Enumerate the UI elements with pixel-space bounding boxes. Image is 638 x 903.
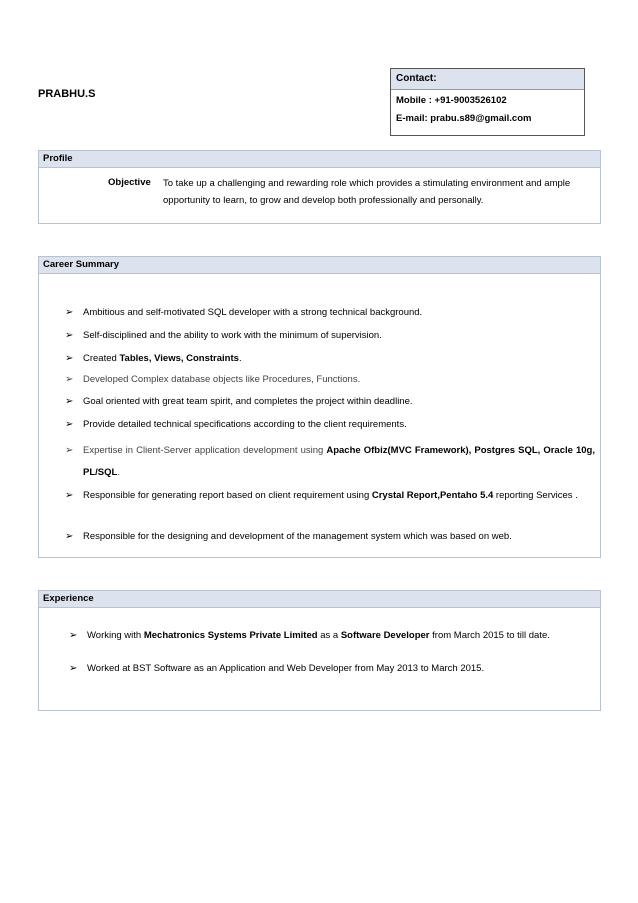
mobile-number: Mobile : +91-9003526102 — [396, 95, 507, 106]
career-item-text: Responsible for the designing and development of the management system which was based on web. — [83, 531, 512, 542]
career-summary-section — [38, 256, 601, 558]
arrow-bullet-icon: ➢ — [65, 353, 74, 364]
career-item-text: Provide detailed technical specifications according to the client requirements. — [83, 419, 407, 430]
career-item-bold-text: Tables, Views, Constraints — [119, 353, 239, 364]
arrow-bullet-icon: ➢ — [65, 374, 74, 385]
arrow-bullet-icon: ➢ — [65, 490, 74, 501]
experience-section — [38, 590, 601, 711]
contact-title: Contact: — [391, 69, 584, 90]
profile-section — [38, 150, 601, 224]
career-item — [65, 307, 595, 318]
career-item — [65, 374, 595, 385]
arrow-bullet-icon: ➢ — [65, 531, 74, 542]
arrow-bullet-icon: ➢ — [65, 396, 74, 407]
experience-heading: Experience — [39, 591, 600, 608]
objective-label: Objective — [108, 177, 151, 188]
career-item-bold-text: Apache Ofbiz(MVC Framework), Postgres SQL, Oracle 10g, PL/SQL — [83, 445, 595, 478]
career-item — [65, 330, 595, 341]
career-item — [65, 353, 595, 364]
career-item-text: Goal oriented with great team spirit, and completes the project within deadline. — [83, 396, 413, 407]
career-item — [65, 419, 595, 430]
arrow-bullet-icon: ➢ — [65, 419, 74, 430]
experience-item — [69, 663, 589, 674]
experience-item-text: Worked at BST Software as an Application and Web Developer from May 2013 to March 2015. — [87, 663, 485, 674]
career-item-text: . — [238, 353, 242, 364]
company-name: Mechatronics Systems Private Limited — [143, 630, 318, 641]
career-item-text: Self-disciplined and the ability to work with the minimum of supervision. — [83, 330, 382, 341]
experience-item-text: as a — [317, 630, 341, 641]
arrow-bullet-icon: ➢ — [65, 445, 74, 456]
experience-item-text: Working with — [87, 630, 144, 641]
career-item-text: reporting Services . — [493, 490, 578, 501]
career-item — [65, 485, 595, 507]
career-item — [65, 396, 595, 407]
career-item — [65, 440, 595, 484]
career-summary-heading: Career Summary — [39, 257, 600, 274]
experience-item — [69, 627, 589, 644]
career-item-text: Expertise in Client-Server application development using — [83, 445, 327, 456]
profile-heading: Profile — [39, 151, 600, 168]
arrow-bullet-icon: ➢ — [65, 307, 74, 318]
arrow-bullet-icon: ➢ — [69, 630, 78, 641]
career-item-text: Ambitious and self-motivated SQL developer with a strong technical background. — [83, 307, 423, 318]
career-item-text: . — [117, 467, 120, 478]
career-item — [65, 531, 595, 542]
email-address: E-mail: prabu.s89@gmail.com — [396, 113, 532, 124]
arrow-bullet-icon: ➢ — [69, 663, 78, 674]
experience-item-text: from March 2015 to till date. — [429, 630, 550, 641]
contact-box — [390, 68, 585, 136]
career-item-bold-text: Crystal Report,Pentaho 5.4 — [371, 490, 494, 501]
career-item-text: Developed Complex database objects like Procedures, Functions. — [83, 374, 361, 385]
career-item-text: Responsible for generating report based on client requirement using — [83, 490, 372, 501]
arrow-bullet-icon: ➢ — [65, 330, 74, 341]
objective-text: To take up a challenging and rewarding role which provides a stimulating environment and ample opportunity to learn, to grow and develop both professionally and personally. — [163, 178, 571, 206]
career-item-text: Created — [83, 353, 120, 364]
job-title: Software Developer — [340, 630, 430, 641]
candidate-name: PRABHU.S — [38, 88, 96, 100]
